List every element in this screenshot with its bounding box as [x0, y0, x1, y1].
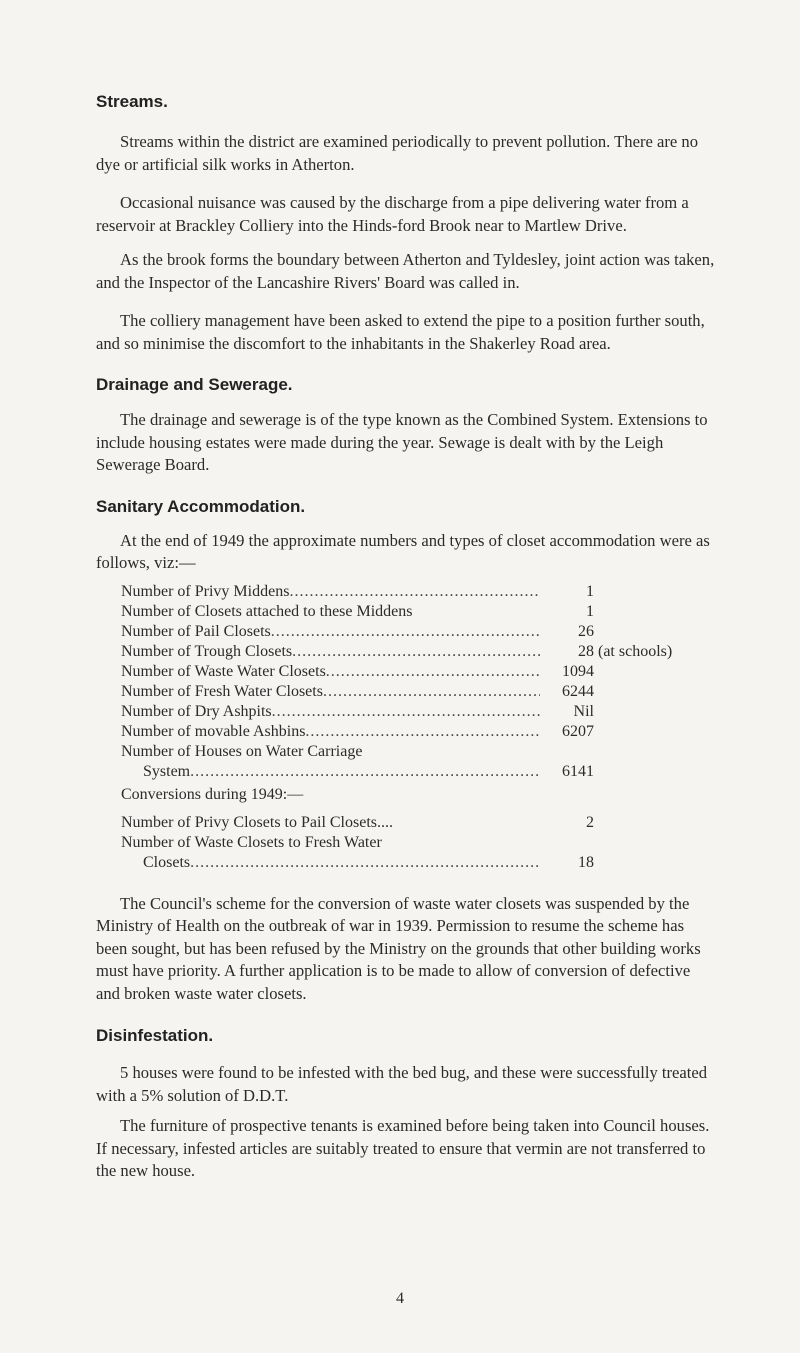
- table-row: Closets ..... 18: [121, 853, 716, 873]
- streams-paragraph-4: The colliery management have been asked to extend the pipe to a position further south, and so minimise the discomfort to the inhabitants in the Shakerley Road area.: [96, 311, 705, 353]
- sanitary-intro: At the end of 1949 the approximate numbers and types of closet accommodation were as follows, viz:—: [96, 530, 710, 572]
- sanitary-heading: Sanitary Accommodation.: [96, 496, 306, 516]
- page-number: 4: [396, 1290, 404, 1307]
- table-row: Number of Dry Ashpits ..... Nil: [121, 702, 716, 722]
- streams-heading: Streams.: [96, 92, 168, 111]
- table-row: Number of movable Ashbins ..... 6207: [121, 722, 716, 742]
- table-row: Number of Waste Closets to Fresh Water: [121, 833, 382, 851]
- streams-paragraph-3: As the brook forms the boundary between Atherton and Tyldesley, joint action was taken, and the Inspector of the Lancashire Rivers' Board was called in.: [96, 250, 715, 292]
- table-row: Number of Houses on Water Carriage: [121, 742, 363, 760]
- drainage-paragraph: The drainage and sewerage is of the type known as the Combined System. Extensions to include housing estates were made during the year. Sewage is dealt with by the Leigh Sewerage Board.: [96, 410, 708, 474]
- streams-paragraph-2: Occasional nuisance was caused by the discharge from a pipe delivering water from a reservoir at Brackley Colliery into the Hinds-ford Brook near to Martlew Drive.: [96, 193, 689, 235]
- disinfestation-paragraph-2: The furniture of prospective tenants is examined before being taken into Council houses. If necessary, infested articles are suitably treated to ensure that vermin are not transferred to the new house.: [96, 1116, 710, 1180]
- table-row: Number of Privy Closets to Pail Closets.... 2: [121, 813, 594, 831]
- table-row: Number of Privy Middens ..... 1: [121, 582, 716, 602]
- conversions-table: [121, 813, 716, 873]
- table-row: Number of Pail Closets ..... 26: [121, 622, 716, 642]
- table-row: Number of Waste Water Closets ..... 1094: [121, 662, 716, 682]
- page-content: [96, 92, 716, 1183]
- drainage-heading: Drainage and Sewerage.: [96, 375, 293, 394]
- conversions-title: Conversions during 1949:—: [121, 785, 304, 803]
- table-row: Number of Trough Closets ..... 28 (at schools): [121, 642, 716, 662]
- row-note: (at schools): [598, 642, 673, 660]
- table-row: Number of Closets attached to these Middens 1: [121, 602, 594, 620]
- table-row: Number of Fresh Water Closets ..... 6244: [121, 682, 716, 702]
- disinfestation-heading: Disinfestation.: [96, 1026, 214, 1045]
- disinfestation-paragraph-1: 5 houses were found to be infested with the bed bug, and these were successfully treated with a 5% solution of D.D.T.: [96, 1063, 708, 1105]
- closet-table: [121, 582, 716, 782]
- table-row: System ..... 6141: [121, 762, 716, 782]
- streams-paragraph-1: Streams within the district are examined periodically to prevent pollution. There are no dye or artificial silk works in Atherton.: [96, 132, 698, 174]
- sanitary-paragraph-2: The Council's scheme for the conversion of waste water closets was suspended by the Ministry of Health on the outbreak of war in 1939. Permission to resume the scheme has been sought, but has been refused by the Ministry on the grounds that other building works must have priority. A further application is to be made to allow of conversion of defective and broken waste water closets.: [96, 893, 701, 1003]
